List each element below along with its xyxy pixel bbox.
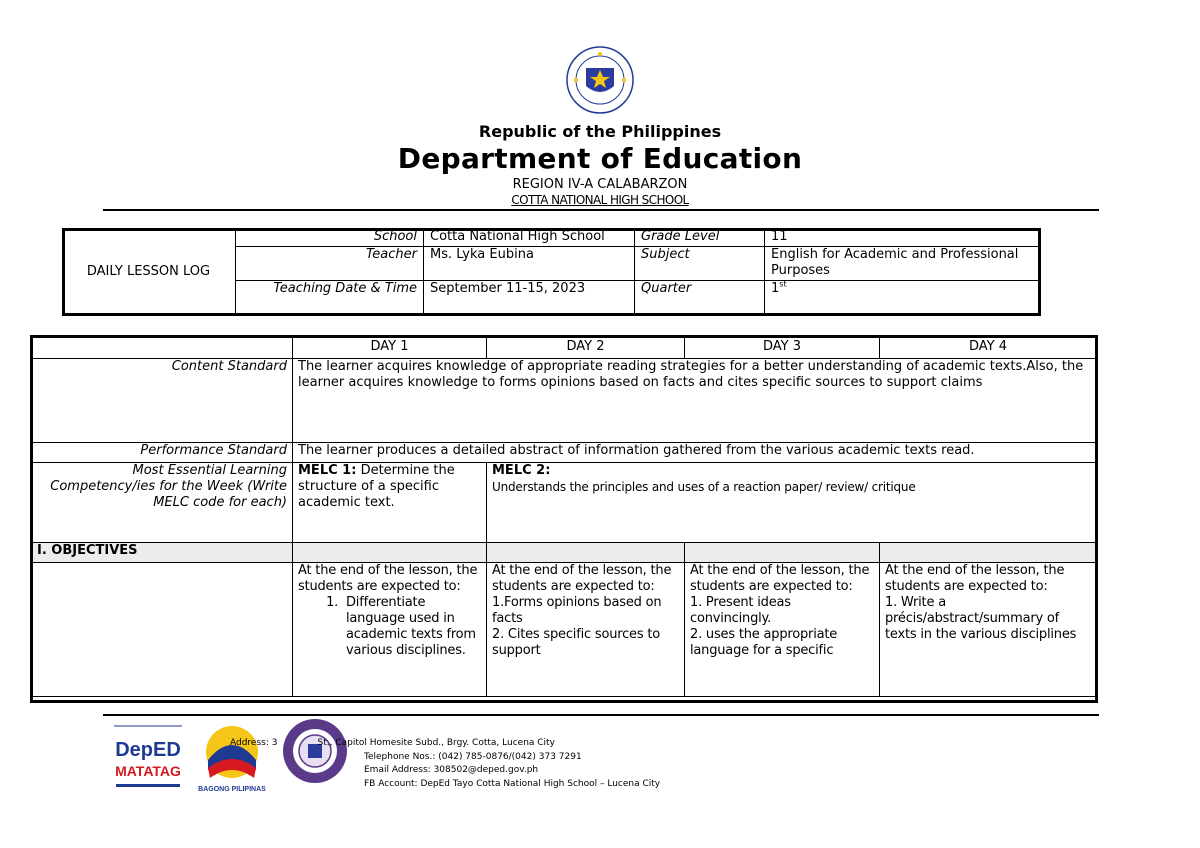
cotta-school-seal-icon bbox=[282, 718, 348, 784]
svg-text:BAGONG PILIPINAS: BAGONG PILIPINAS bbox=[198, 786, 266, 793]
school-value: Cotta National High School bbox=[424, 229, 635, 247]
grade-level-value: 11 bbox=[765, 229, 1040, 247]
day-1-item: 1. Differentiate language used in academic texts from various disciplines. bbox=[342, 595, 481, 659]
svg-text:MATATAG: MATATAG bbox=[115, 763, 181, 779]
day-2-intro: At the end of the lesson, the students are expected to: bbox=[492, 563, 672, 594]
melc-1-cell bbox=[293, 463, 487, 543]
performance-standard-text: The learner produces a detailed abstract of information gathered from the various academic texts read. bbox=[293, 443, 1097, 463]
footer-address: Address: 3 St., Capitol Homesite Subd., Brgy. Cotta, Lucena City bbox=[230, 738, 555, 748]
day-2-header: DAY 2 bbox=[487, 337, 685, 359]
day-3-objectives bbox=[685, 563, 880, 697]
objectives-blank-1 bbox=[293, 543, 487, 563]
day-4-line-1: 1. Write a précis/abstract/summary of texts in the various disciplines bbox=[885, 595, 1077, 642]
department-title: Department of Education bbox=[397, 142, 803, 175]
teaching-date-label: Teaching Date & Time bbox=[236, 281, 424, 315]
day-1-list bbox=[298, 595, 481, 659]
header-divider bbox=[103, 209, 1099, 211]
region-label: REGION IV-A CALABARZON bbox=[512, 177, 688, 192]
quarter-value: 1st bbox=[765, 281, 1040, 315]
melc-2-cell bbox=[487, 463, 1097, 543]
quarter-label: Quarter bbox=[635, 281, 765, 315]
day-4-objectives bbox=[880, 563, 1097, 697]
objectives-label: I. OBJECTIVES bbox=[32, 543, 293, 563]
content-standard-label: Content Standard bbox=[32, 359, 293, 443]
melc-2-code: MELC 2: bbox=[492, 463, 551, 478]
day-4-intro: At the end of the lesson, the students are expected to: bbox=[885, 563, 1065, 594]
objectives-blank-2 bbox=[487, 543, 685, 563]
day-2-line-2: 2. Cites specific sources to support bbox=[492, 627, 661, 658]
subject-value: English for Academic and Professional Purposes bbox=[765, 247, 1040, 281]
objectives-blank-4 bbox=[880, 543, 1097, 563]
day-3-line-2: 2. uses the appropriate language for a specific bbox=[690, 627, 838, 658]
day-header-blank bbox=[32, 337, 293, 359]
melc-1-text: Determine the structure of a specific academic text. bbox=[298, 463, 455, 510]
content-standard-text: The learner acquires knowledge of appropriate reading strategies for a better understanding of academic texts.Also, the learner acquires knowledge to forms opinions based on facts and cites specific sources to support claims bbox=[293, 359, 1097, 443]
melc-label: Most Essential Learning Competency/ies for the Week (Write MELC code for each) bbox=[32, 463, 293, 543]
grade-level-label: Grade Level bbox=[635, 229, 765, 247]
day-3-header: DAY 3 bbox=[685, 337, 880, 359]
day-1-intro: At the end of the lesson, the students are expected to: bbox=[298, 563, 478, 594]
day-1-header: DAY 1 bbox=[293, 337, 487, 359]
deped-seal-icon bbox=[566, 46, 634, 114]
day-2-line-1: 1.Forms opinions based on facts bbox=[492, 595, 662, 626]
day-3-line-1: 1. Present ideas convincingly. bbox=[690, 595, 791, 626]
teaching-date-value: September 11-15, 2023 bbox=[424, 281, 635, 315]
school-label: School bbox=[236, 229, 424, 247]
objectives-blank-3 bbox=[685, 543, 880, 563]
svg-text:DepED: DepED bbox=[115, 739, 181, 761]
lesson-table bbox=[31, 336, 1097, 697]
subject-label: Subject bbox=[635, 247, 765, 281]
school-heading: COTTA NATIONAL HIGH SCHOOL bbox=[511, 193, 689, 207]
republic-heading: Republic of the Philippines bbox=[478, 122, 722, 141]
day-3-intro: At the end of the lesson, the students are expected to: bbox=[690, 563, 870, 594]
day-1-objectives bbox=[293, 563, 487, 697]
bagong-pilipinas-logo-icon bbox=[198, 720, 266, 794]
footer-fb-account: FB Account: DepEd Tayo Cotta National High School – Lucena City bbox=[364, 779, 661, 789]
footer-divider bbox=[103, 714, 1099, 716]
footer-telephone: Telephone Nos.: (042) 785-0876/(042) 373 7291 bbox=[364, 752, 582, 762]
dll-title: DAILY LESSON LOG bbox=[86, 264, 211, 279]
performance-standard-label: Performance Standard bbox=[32, 443, 293, 463]
dll-info-table bbox=[235, 228, 1040, 315]
melc-2-text: Understands the principles and uses of a reaction paper/ review/ critique bbox=[492, 480, 916, 494]
teacher-label: Teacher bbox=[236, 247, 424, 281]
day-4-header: DAY 4 bbox=[880, 337, 1097, 359]
day-2-objectives bbox=[487, 563, 685, 697]
deped-matatag-logo-icon bbox=[112, 724, 184, 794]
footer-email: Email Address: 308502@deped.gov.ph bbox=[364, 765, 539, 775]
objectives-detail-blank bbox=[32, 563, 293, 697]
melc-1-code: MELC 1: bbox=[298, 463, 357, 478]
teacher-value: Ms. Lyka Eubina bbox=[424, 247, 635, 281]
